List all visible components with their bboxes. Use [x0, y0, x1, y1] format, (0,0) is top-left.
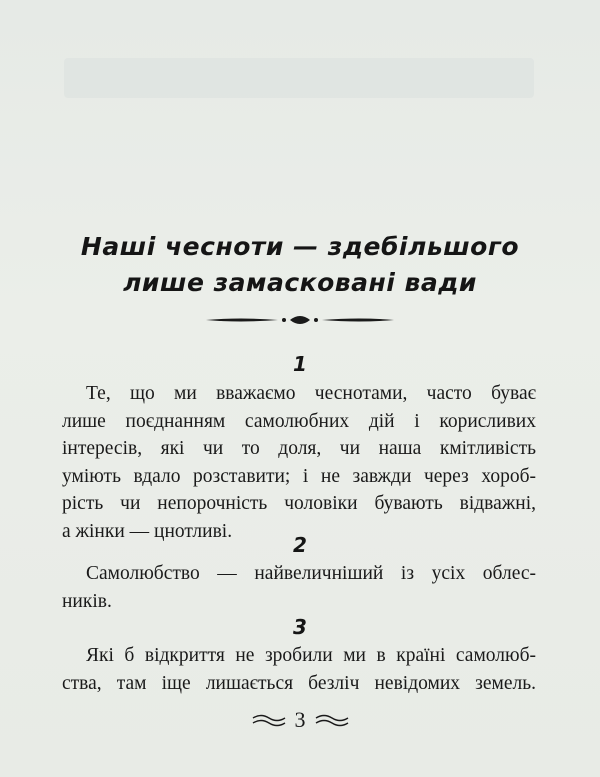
- chapter-title-line-1: Наші чесноти — здебільшого: [80, 232, 520, 261]
- section-number-2: 2: [293, 533, 307, 557]
- text-line: ників.: [62, 590, 112, 612]
- text-line: уміють вдало розставити; і не завжди через хороб-: [62, 465, 536, 487]
- ornament-divider-icon: [200, 312, 400, 328]
- flourish-left-icon: [251, 713, 287, 727]
- section-number-1: 1: [293, 352, 307, 376]
- text-line: ства, там іще лишається безліч невідомих земель.: [62, 672, 536, 694]
- text-line: Самолюбство — найвеличніший із усіх облес-: [86, 563, 536, 584]
- chapter-title: [0, 229, 600, 301]
- bleed-through-shadow: [64, 58, 534, 98]
- section-2-text: [62, 560, 536, 615]
- text-line: Які б відкриття не зробили ми в країні самолюб-: [86, 645, 536, 666]
- page-number: 3: [294, 707, 306, 732]
- text-line: лише поєднанням самолюбних дій і корисливих: [62, 410, 536, 432]
- section-1-text: [62, 380, 536, 545]
- chapter-title-line-2: лише замасковані вади: [123, 268, 477, 297]
- page-footer: [0, 705, 600, 735]
- text-line: Те, що ми вважаємо чеснотами, часто буває: [86, 383, 536, 404]
- text-line: а жінки — цнотливі.: [62, 520, 233, 542]
- text-line: інтересів, які чи то доля, чи наша кмітливість: [62, 438, 536, 459]
- section-number-3: 3: [293, 615, 307, 639]
- text-line: рість чи непорочність чоловіки бувають відважні,: [62, 493, 536, 514]
- section-3-text: [62, 642, 536, 697]
- flourish-right-icon: [314, 713, 350, 727]
